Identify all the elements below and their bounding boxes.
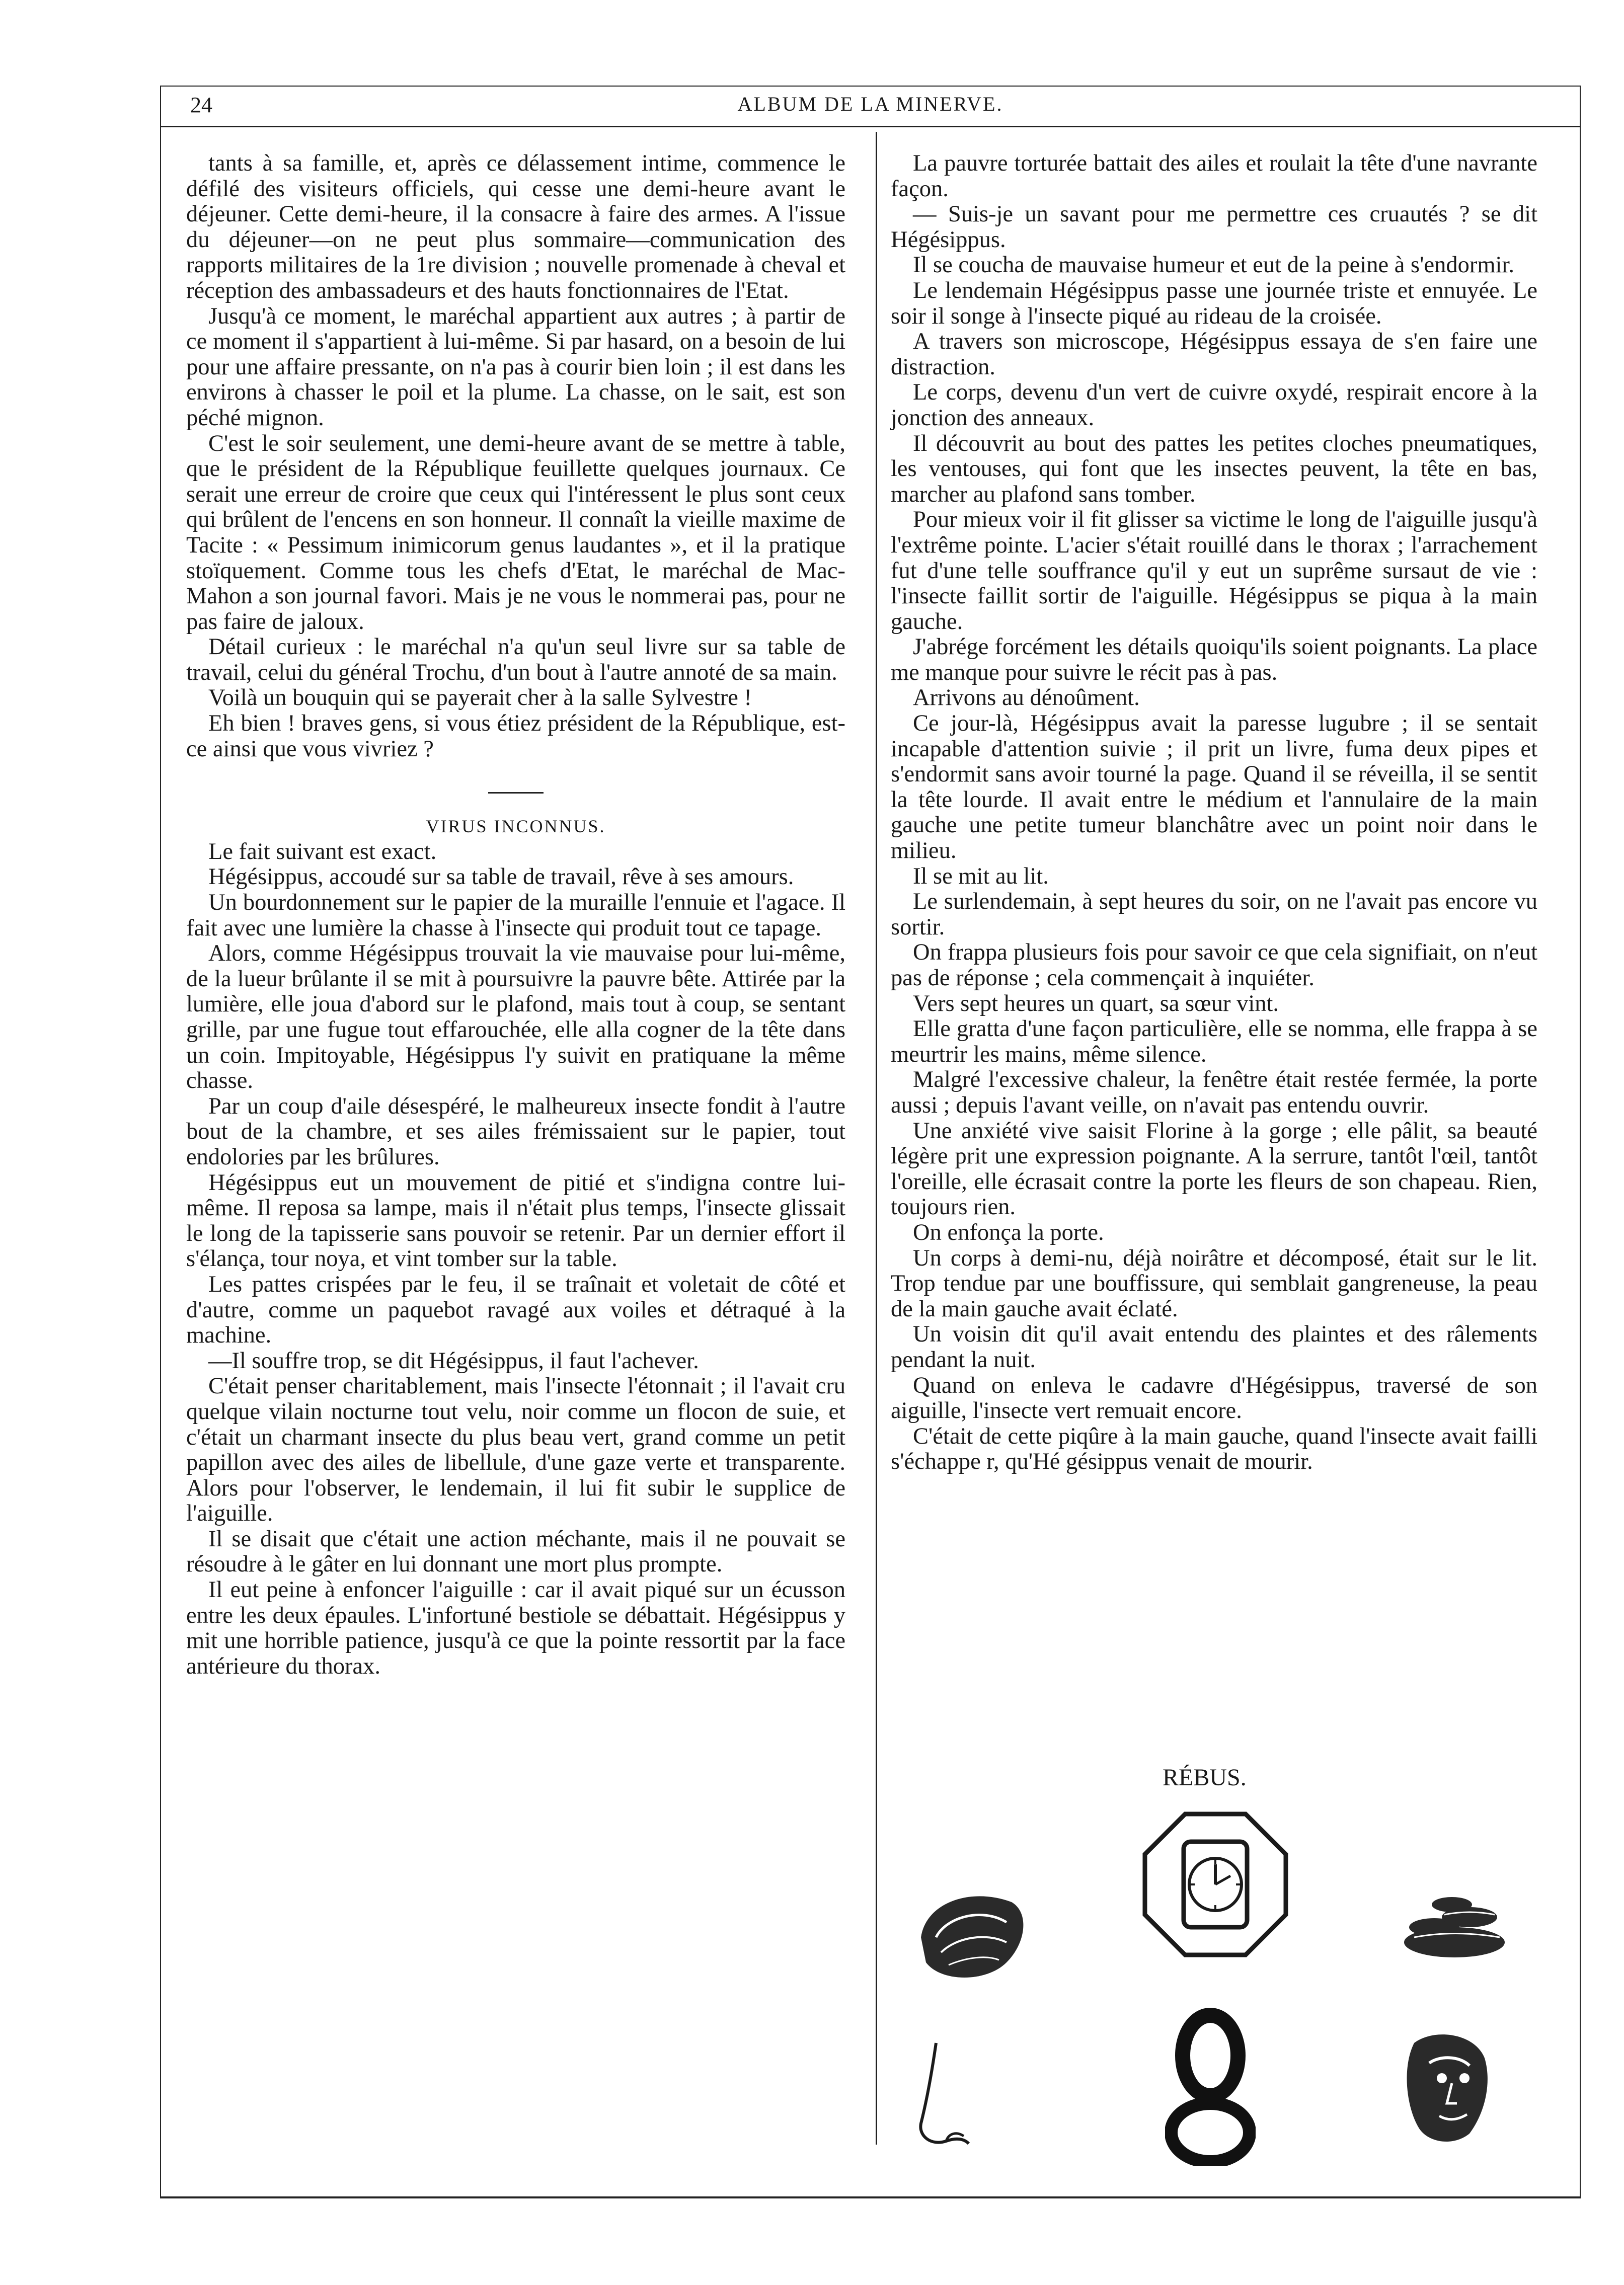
paragraph: Hégésippus eut un mouvement de pitié et s'indigna contre lui-même. Il reposa sa lampe, mais il n'était plus temps, l'insecte glissait le long de la tapisserie sans pouvoir se retenir. Par un dernier effort il s'élança, tour noya, et vint tomber sur la table. (186, 1169, 845, 1272)
paragraph: — Suis-je un savant pour me permettre ces cruautés ? se dit Hégésippus. (891, 201, 1537, 253)
left-column (186, 151, 845, 1679)
paragraph: Malgré l'excessive chaleur, la fenêtre était restée fermée, la porte aussi ; depuis l'avant veille, on n'avait pas entendu ouvrir. (891, 1067, 1537, 1118)
page-number: 24 (190, 93, 212, 117)
paragraph: Il se disait que c'était une action méchante, mais il ne pouvait se résoudre à le gâter en lui donnant une mort plus prompte. (186, 1526, 845, 1578)
paragraph: Un corps à demi-nu, déjà noirâtre et décomposé, était sur le lit. Trop tendue par une bouffissure, qui semblait gangreneuse, la peau de la main gauche avait éclaté. (891, 1245, 1537, 1322)
nose-icon (916, 2038, 986, 2154)
page-header (160, 88, 1581, 123)
paragraph: Le fait suivant est exact. (208, 838, 437, 864)
paragraph: Le corps, devenu d'un vert de cuivre oxydé, respirait encore à la jonction des anneaux. (891, 379, 1537, 431)
paragraph: Vers sept heures un quart, sa sœur vint. (913, 990, 1279, 1016)
running-title: ALBUM DE LA MINERVE. (737, 93, 1003, 115)
paragraph: Un voisin dit qu'il avait entendu des plaintes et des râlements pendant la nuit. (891, 1321, 1537, 1373)
coins-icon (1394, 1887, 1510, 1962)
paragraph: La pauvre torturée battait des ailes et roulait la tête d'une navrante façon. (891, 150, 1537, 202)
paragraph: Il se mit au lit. (913, 863, 1049, 889)
paragraph: —Il souffre trop, se dit Hégésippus, il faut l'achever. (208, 1348, 699, 1374)
paragraph: Détail curieux : le maréchal n'a qu'un seul livre sur sa table de travail, celui du général Trochu, d'un bout à l'autre annoté de sa main. (186, 634, 845, 685)
paragraph: Par un coup d'aile désespéré, le malheureux insecte fondit à l'autre bout de la chambre, et ses ailes frémissaient sur le papier, tout endolories par les brûlures. (186, 1093, 845, 1170)
rebus-title: RÉBUS. (1163, 1764, 1247, 1791)
paragraph: Ce jour-là, Hégésippus avait la paresse lugubre ; il se sentait incapable d'attention suivie ; il prit un livre, fuma deux pipes et s'endormit sans avoir tourné la page. Quand il se réveilla, il se sentit la tête lourde. Il avait entre le médium et l'annulaire de la main gauche une petite tumeur blanchâtre avec un point noir dans le milieu. (891, 711, 1537, 864)
paragraph: Voilà un bouquin qui se payerait cher à la salle Sylvestre ! (208, 685, 752, 711)
paragraph: Jusqu'à ce moment, le maréchal appartient aux autres ; à partir de ce moment il s'appartient à lui-même. Si par hasard, on a besoin de lui pour une affaire pressante, on n'a pas à courir bien loin ; il est dans les environs à chasser le poil et la plume. La chasse, on le sait, est son péché mignon. (186, 303, 845, 431)
paragraph: tants à sa famille, et, après ce délassement intime, commence le défilé des visiteurs officiels, qui cesse une demi-heure avant le déjeuner. Cette demi-heure, il la consacre à faire des armes. A l'issue du déjeuner—on ne peut plus sommaire—communication des rapports militaires de la 1re division ; nouvelle promenade à cheval et réception des ambassadeurs et des hauts fonctionnaires de l'Etat. (186, 150, 845, 303)
column-divider (876, 132, 877, 2145)
paragraph: Eh bien ! braves gens, si vous étiez président de la République, est-ce ainsi que vous vivriez ? (186, 711, 845, 762)
face-icon (1394, 2028, 1495, 2149)
paragraph: Une anxiété vive saisit Florine à la gorge ; elle pâlit, sa beauté légère prit une expression poignante. A la serrure, tantôt l'œil, tantôt l'oreille, elle écrasait contre la porte les fleurs de son chapeau. Rien, toujours rien. (891, 1118, 1537, 1220)
paragraph: Il se coucha de mauvaise humeur et eut de la peine à s'endormir. (913, 252, 1514, 278)
ring-icon (1165, 2098, 1256, 2166)
paragraph: On enfonça la porte. (913, 1219, 1104, 1245)
paragraph: Arrivons au dénoûment. (913, 685, 1140, 711)
paragraph: Hégésippus, accoudé sur sa table de travail, rêve à ses amours. (208, 864, 794, 890)
paragraph: Les pattes crispées par le feu, il se traînait et voletait de côté et d'autre, comme un paquebot ravagé aux voiles et détraqué à la machine. (186, 1271, 845, 1349)
paragraph: A travers son microscope, Hégésippus essaya de s'en faire une distraction. (891, 329, 1537, 380)
footer-rule (160, 2196, 1581, 2197)
paragraph: Pour mieux voir il fit glisser sa victime le long de l'aiguille jusqu'à l'extrême pointe. L'acier s'était rouillé dans le thorax ; l'arrachement fut d'une telle souffrance qu'il y eut un suprême sursaut de vie : l'insecte faillit sortir de l'aiguille. Hégésippus se piqua à la main gauche. (891, 507, 1537, 635)
rebus-puzzle (891, 1801, 1540, 2164)
paragraph: J'abrége forcément les détails quoiqu'ils soient poignants. La place me manque pour suivre le récit pas à pas. (891, 634, 1537, 685)
right-column (891, 151, 1537, 1475)
section-rule (488, 792, 544, 794)
paragraph: Alors, comme Hégésippus trouvait la vie mauvaise pour lui-même, de la lueur brûlante il se mit à poursuivre la pauvre bête. Attirée par la lumière, elle joua d'abord sur le plafond, mais tout à coup, se sentant grille, par une fugue tout effarouchée, elle alla cogner de la tête dans un coin. Impitoyable, Hégésippus l'y suivit en pratiquane la même chasse. (186, 940, 845, 1094)
paragraph: C'était de cette piqûre à la main gauche, quand l'insecte avait failli s'échappe r, qu'Hé gésippus venait de mourir. (891, 1423, 1537, 1475)
section-title: VIRUS INCONNUS. (426, 816, 606, 837)
paragraph: Il eut peine à enfoncer l'aiguille : car il avait piqué sur un écusson entre les deux épaules. L'infortuné bestiole se débattait. Hégésippus y mit une horrible patience, jusqu'à ce que la pointe ressortit par la face antérieure du thorax. (186, 1577, 845, 1679)
paragraph: Le lendemain Hégésippus passe une journée triste et ennuyée. Le soir il songe à l'insecte piqué au rideau de la croisée. (891, 277, 1537, 329)
paragraph: Elle gratta d'une façon particulière, elle se nomma, elle frappa à se meurtrir les mains, même silence. (891, 1016, 1537, 1067)
paragraph: Quand on enleva le cadavre d'Hégésippus, traversé de son aiguille, l'insecte vert remuait encore. (891, 1372, 1537, 1424)
clock-icon (1142, 1811, 1288, 1957)
oyster-icon (911, 1882, 1032, 1988)
header-rule (160, 126, 1581, 127)
paragraph: C'est le soir seulement, une demi-heure avant de se mettre à table, que le président de la République feuillette quelques journaux. Ce serait une erreur de croire que ceux qui l'intéressent le plus sont ceux qui brûlent de l'encens en son honneur. Il connaît la vieille maxime de Tacite : « Pessimum inimicorum genus laudantes », et il la pratique stoïquement. Comme tous les chefs d'Etat, le maréchal de Mac-Mahon a son journal favori. Mais je ne vous le nommerai pas, pour ne pas faire de jaloux. (186, 430, 845, 635)
paragraph: On frappa plusieurs fois pour savoir ce que cela signifiait, on n'eut pas de réponse ; cela commençait à inquiéter. (891, 939, 1537, 991)
zero-icon (1173, 2008, 1248, 2103)
paragraph: Le surlendemain, à sept heures du soir, on ne l'avait pas encore vu sortir. (891, 889, 1537, 940)
paragraph: Un bourdonnement sur le papier de la muraille l'ennuie et l'agace. Il fait avec une lumière la chasse à l'insecte qui produit tout ce tapage. (186, 890, 845, 941)
paragraph: C'était penser charitablement, mais l'insecte l'étonnait ; il l'avait cru quelque vilain nocturne tout velu, noir comme un flocon de suie, et c'était un charmant insecte du plus beau vert, grand comme un petit papillon avec des ailes de libellule, d'une gaze verte et transparente. Alors pour l'observer, le lendemain, il lui fit subir le supplice de l'aiguille. (186, 1373, 845, 1527)
paragraph: Il découvrit au bout des pattes les petites cloches pneumatiques, les ventouses, qui font que les insectes peuvent, la tête en bas, marcher au plafond sans tomber. (891, 430, 1537, 507)
